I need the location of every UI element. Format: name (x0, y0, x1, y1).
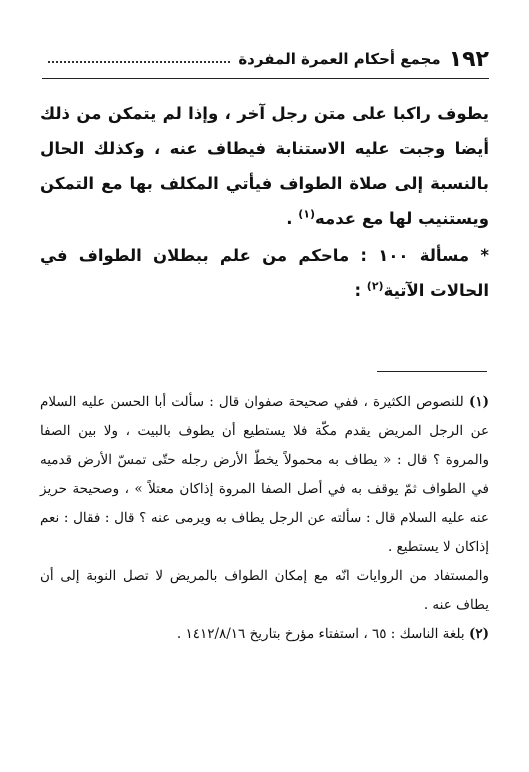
header-rule (42, 78, 489, 79)
running-title: مجمع أحكام العمرة المفردة (238, 50, 441, 68)
footnote-1 (40, 388, 489, 562)
footnote-2-number: (٢) (468, 626, 489, 642)
footnote-1-text: للنصوص الكثيرة ، ففي صحيحة صفوان قال : سألت أبا الحسن عليه السلام عن الرجل المريض يقدم مكّة فلا يستطيع أن يطوف بالبيت ، ولا بين الصفا والمروة ؟ قال : « يطاف به محمولاً يخطّ الأرض رجله حتّى تمسّ الأرض قدميه في الطواف ثمّ يوقف به في أصل الصفا المروة إذاكان معتلاً » ، وصحيحة حريز عنه عليه السلام قال : سألته عن الرجل يطاف به ويرمى عنه ؟ قال : فقال : نعم إذاكان لا يستطيع . (40, 394, 489, 555)
footnote-2-text: بلغة الناسك : ٦٥ ، استفتاء مؤرخ بتاريخ ١٤١٢/٨/١٦ . (176, 626, 465, 642)
footnote-ref-1: (١) (298, 207, 316, 221)
footnote-2 (40, 620, 489, 649)
page-number: ١٩٢ (448, 46, 489, 72)
main-paragraph (40, 96, 489, 236)
header-dotted-leader (48, 61, 230, 63)
paragraph-text: يطوف راكبا على متن رجل آخر ، وإذا لم يتمكن من ذلك أيضا وجبت عليه الاستنابة فيطاف عنه ، وكذلك الحال بالنسبة إلى صلاة الطواف فيأتي المكلف بها مع التمكن ويستنيب لها مع عدمه (40, 104, 489, 228)
footnote-1-number: (١) (468, 394, 489, 410)
footnote-separator (377, 371, 487, 372)
page-header (40, 44, 489, 74)
issue-heading (40, 238, 489, 308)
issue-text: * مسألة ١٠٠ : ماحكم من علم ببطلان الطواف في الحالات الآتية (40, 246, 489, 300)
footnote-ref-2: (٢) (366, 279, 384, 293)
issue-end: : (354, 281, 367, 300)
footnotes (40, 388, 489, 649)
footnote-1-continuation: والمستفاد من الروايات انّه مع إمكان الطواف بالمريض لا تصل النوبة إلى أن يطاف عنه . (40, 568, 489, 613)
main-text (40, 96, 489, 308)
paragraph-end: . (286, 209, 299, 228)
